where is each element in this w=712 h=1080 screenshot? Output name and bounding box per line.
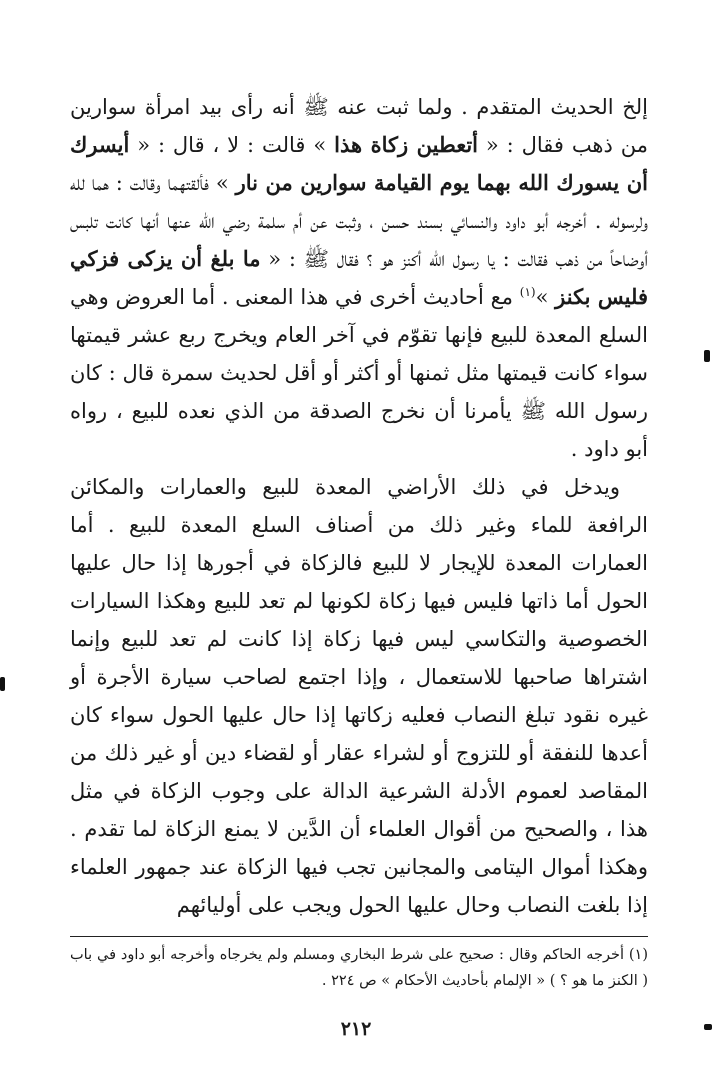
main-text	[70, 88, 648, 924]
margin-mark-right-bottom	[704, 1024, 712, 1030]
text-run: إلخ الحديث المتقدم . ولما ثبت عنه ﷺ أنه رأى بيد امرأة سوارين من ذهب فقال : «	[70, 95, 648, 157]
footnote-reference: (١)	[519, 285, 536, 299]
page-number: ٢١٢	[340, 1018, 372, 1040]
paragraph-2: ويدخل في ذلك الأراضي المعدة للبيع والعمارات والمكائن الرافعة للماء وغير ذلك من أصناف السلع المعدة للبيع . أما العمارات المعدة للإيجار لا للبيع فالزكاة في أجورها إذا حال عليها الحول أما ذاتها فليس فيها زكاة لكونها لم تعد للبيع وهكذا السيارات الخصوصية والتكاسي ليس فيها زكاة إذا كانت لم تعد للبيع وإنما اشتراها صاحبها للاستعمال ، وإذا اجتمع لصاحب سيارة الأجرة أو غيره نقود تبلغ النصاب فعليه زكاتها إذا حال عليها الحول سواء كان أعدها للنفقة أو للتزوج أو لشراء عقار أو لقضاء دين أو غير ذلك من المقاصد لعموم الأدلة الشرعية الدالة على وجوب الزكاة في مثل هذا ، والصحيح من أقوال العلماء أن الدَّين لا يمنع الزكاة لما تقدم . وهكذا أموال اليتامى والمجانين تجب فيها الزكاة عند جمهور العلماء إذا بلغت النصاب وحال عليها الحول ويجب على أوليائهم	[70, 475, 648, 917]
hadith-quote: أيسرك أن يسورك الله بهما يوم القيامة سوارين من نار	[70, 132, 648, 195]
margin-mark-right	[704, 350, 710, 362]
footnote: (١) أخرجه الحاكم وقال : صحيح على شرط البخاري ومسلم ولم يخرجاه وأخرجه أبو داود في باب ( الكنز ما هو ؟ ) « الإلمام بأحاديث الأحكام » ص ٢٢٤ .	[70, 947, 648, 989]
text-run: »	[535, 285, 556, 309]
text-run: مع أحاديث أخرى في هذا المعنى . أما العروض وهي السلع المعدة للبيع فإنها تقوّم في آخر العام ويخرج ربع عشر قيمتها سواء كانت قيمتها مثل ثمنها أو أكثر أو أقل لحديث سمرة قال : كان رسول الله ﷺ يأمرنا أن نخرج الصدقة من الذي نعده للبيع ، رواه أبو داود .	[70, 285, 648, 461]
margin-mark-left	[0, 677, 5, 691]
text-run: » فألقتهما وقالت : هما لله ولرسوله . أخرجه أبو داود والنسائي بسند حسن ، وثبت عن أم سلمة رضي الله عنها أنها كانت تلبس أوضاحاً من ذهب فقالت : يا رسول الله أكنز هو ؟ فقال ﷺ : «	[70, 171, 648, 271]
hadith-quote: أتعطين زكاة هذا	[334, 132, 478, 157]
paragraph-1	[70, 88, 648, 468]
footnote-divider	[70, 936, 648, 937]
hadith-quote: ما بلغ أن يزكى فزكي فليس بكنز	[70, 246, 648, 309]
text-run: » قالت : لا ، قال : «	[129, 133, 335, 157]
